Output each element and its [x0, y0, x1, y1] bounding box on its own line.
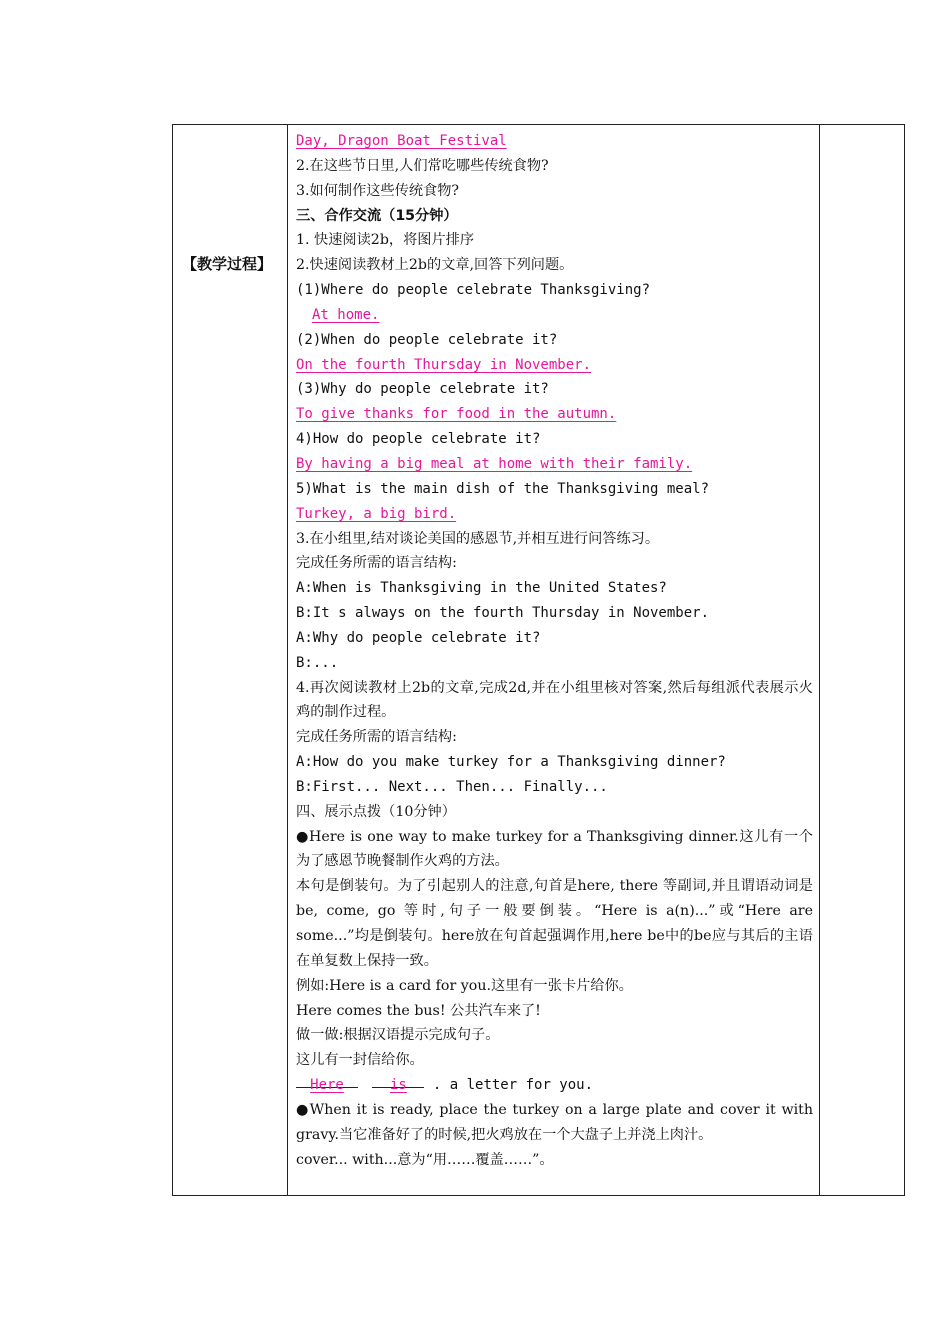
text-line-content: (1)Where do people celebrate Thanksgiving?: [296, 282, 651, 299]
text-line-l5: [296, 228, 813, 253]
text-line-content: 这儿有一封信给你。: [296, 1052, 424, 1069]
text-line-l22: [296, 651, 813, 676]
section-label-cell: [173, 125, 288, 1196]
text-line-l24: [296, 725, 813, 750]
text-line-content: B:...: [296, 654, 339, 671]
text-line-l18: [296, 551, 813, 576]
text-line-l35: [296, 1098, 813, 1148]
text-line-content: Day, Dragon Boat Festival: [296, 133, 507, 149]
text-line-content: 2.快速阅读教材上2b的文章,回答下列问题。: [296, 257, 574, 274]
text-line-l8: [296, 303, 813, 328]
text-line-l21: [296, 626, 813, 651]
text-line-content: B:First... Next... Then... Finally...: [296, 778, 608, 795]
text-line-content: (2)When do people celebrate it?: [296, 331, 558, 348]
text-line-l4: [296, 204, 813, 229]
text-line-l2: [296, 154, 813, 179]
text-line-l16: [296, 502, 813, 527]
text-line-l7: [296, 278, 813, 303]
text-line-content: Here comes the bus! 公共汽车来了!: [296, 1002, 541, 1019]
text-line-content: A:Why do people celebrate it?: [296, 629, 541, 646]
text-line-content: At home.: [312, 306, 380, 323]
text-line-content: 本句是倒装句。为了引起别人的注意,句首是here, there 等副词,并且谓语动词是be, come, go 等时,句子一般要倒装。“Here is a(n)...”或“Here are some...”均是倒装句。here放在句首起强调作用,here be中的be应与其后的主语在单复数上保持一致。: [296, 878, 813, 969]
text-line-content: 做一做:根据汉语提示完成句子。: [296, 1027, 500, 1044]
text-line-l10: [296, 353, 813, 378]
text-line-content: ●When it is ready, place the turkey on a large plate and cover it with gravy.当它准备好了的时候,把火鸡放在一个大盘子上并浇上肉汁。: [296, 1101, 813, 1143]
text-line-l20: [296, 601, 813, 626]
text-line-l19: [296, 576, 813, 601]
text-line-l25: [296, 750, 813, 775]
text-line-l1: [296, 129, 813, 154]
section-label: 【教学过程】: [182, 255, 273, 273]
text-line-content: By having a big meal at home with their family.: [296, 455, 693, 472]
fill-blank-line: [296, 1073, 813, 1098]
text-line-content: Turkey, a big bird.: [296, 505, 457, 522]
text-line-l33: [296, 1048, 813, 1073]
text-line-content: A:When is Thanksgiving in the United States?: [296, 580, 667, 597]
text-line-content: 1. 快速阅读2b，将图片排序: [296, 232, 475, 249]
text-line-l11: [296, 377, 813, 402]
text-line-content: To give thanks for food in the autumn.: [296, 406, 617, 423]
text-line-content: 2.在这些节日里,人们常吃哪些传统食物?: [296, 157, 549, 174]
text-line-l27: [296, 800, 813, 825]
lesson-plan-table: [172, 124, 905, 1196]
main-content-cell: [288, 125, 820, 1196]
fill-blank-rest: . a letter for you.: [432, 1077, 594, 1094]
text-line-l3: [296, 179, 813, 204]
text-line-l36: [296, 1148, 813, 1173]
text-line-content: 4.再次阅读教材上2b的文章,完成2d,并在小组里核对答案,然后每组派代表展示火鸡的制作过程。: [296, 679, 813, 721]
text-line-content: 完成任务所需的语言结构:: [296, 729, 457, 746]
text-line-l29: [296, 874, 813, 973]
notes-cell: [820, 125, 905, 1196]
text-line-content: A:How do you make turkey for a Thanksgiving dinner?: [296, 754, 726, 771]
content-body: [296, 129, 813, 1073]
content-body-after: [296, 1098, 813, 1173]
text-line-content: cover... with...意为“用……覆盖……”。: [296, 1151, 554, 1168]
text-line-content: 四、展示点拨（10分钟）: [296, 803, 456, 820]
text-line-l14: [296, 452, 813, 477]
text-line-content: 3.如何制作这些传统食物?: [296, 182, 460, 199]
text-line-l17: [296, 527, 813, 552]
text-line-l9: [296, 328, 813, 353]
text-line-l26: [296, 775, 813, 800]
text-line-l30: [296, 974, 813, 999]
text-line-l15: [296, 477, 813, 502]
text-line-l28: [296, 825, 813, 875]
answer-blank-2: is: [372, 1073, 424, 1088]
text-line-content: ●Here is one way to make turkey for a Thanksgiving dinner.这儿有一个为了感恩节晚餐制作火鸡的方法。: [296, 828, 813, 870]
text-line-content: 4)How do people celebrate it?: [296, 431, 541, 448]
table-row: [173, 125, 905, 1196]
text-line-content: 3.在小组里,结对谈论美国的感恩节,并相互进行问答练习。: [296, 530, 660, 547]
text-line-content: 5)What is the main dish of the Thanksgiving meal?: [296, 480, 710, 497]
text-line-l12: [296, 402, 813, 427]
text-line-content: 完成任务所需的语言结构:: [296, 555, 457, 572]
text-line-content: On the fourth Thursday in November.: [296, 356, 592, 373]
text-line-content: B:It s always on the fourth Thursday in November.: [296, 605, 710, 622]
text-line-l23: [296, 676, 813, 726]
answer-blank-1: Here: [296, 1073, 358, 1088]
text-line-content: 例如:Here is a card for you.这里有一张卡片给你。: [296, 977, 633, 994]
text-line-content: 三、合作交流（15分钟）: [296, 207, 458, 224]
text-line-l32: [296, 1023, 813, 1048]
text-line-l31: [296, 999, 813, 1024]
text-line-l13: [296, 427, 813, 452]
text-line-content: (3)Why do people celebrate it?: [296, 381, 549, 398]
text-line-l6: [296, 253, 813, 278]
